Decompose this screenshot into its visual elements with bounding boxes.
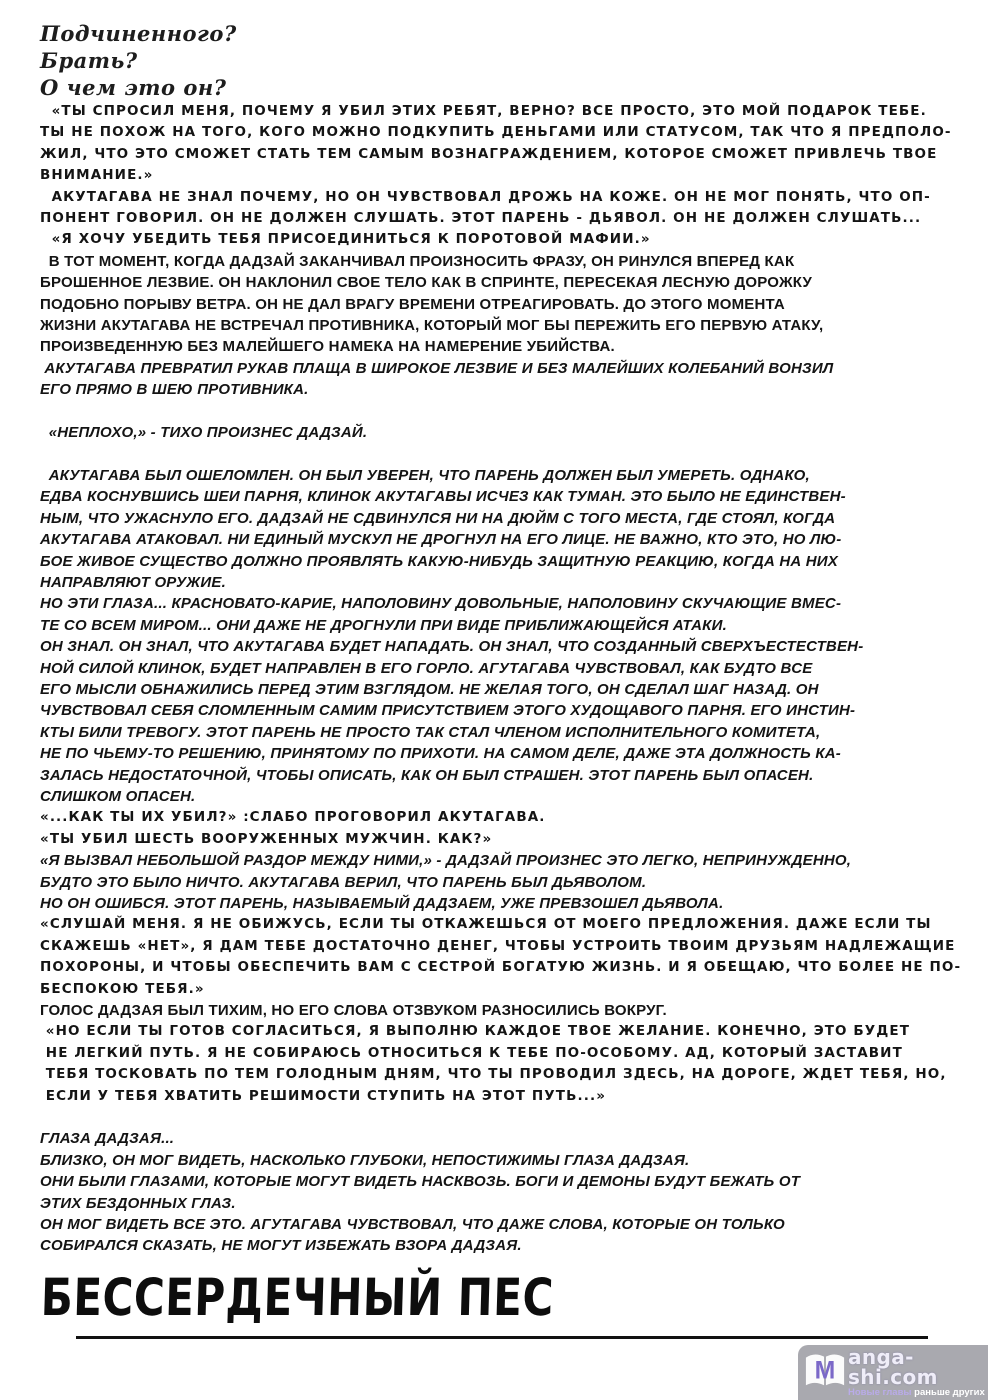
story-line: Брать? [40, 48, 138, 73]
story-line: НО ОН ОШИБСЯ. ЭТОТ ПАРЕНЬ, НАЗЫВАЕМЫЙ ДАДЗАЕМ, УЖЕ ПРЕВЗОШЕЛ ДЬЯВОЛА. [40, 895, 724, 912]
story-line: БУДТО ЭТО БЫЛО НИЧТО. АКУТАГАВА ВЕРИЛ, ЧТО ПАРЕНЬ БЫЛ ДЬЯВОЛОМ. [40, 873, 647, 891]
story-line: ВНИМАНИЕ.» [40, 167, 154, 184]
story-line: СЛИШКОМ ОПАСЕН. [40, 787, 196, 805]
story-line: ТЫ НЕ ПОХОЖ НА ТОГО, КОГО МОЖНО ПОДКУПИТЬ ДЕНЬГАМИ ИЛИ СТАТУСОМ, ТАК ЧТО Я ПРЕДПОЛО- [40, 124, 952, 141]
watermark-site-text: anga-shi.com [848, 1344, 938, 1389]
story-line: ОН МОГ ВИДЕТЬ ВСЕ ЭТО. АГУТАГАВА ЧУВСТВОВАЛ, ЧТО ДАЖЕ СЛОВА, КОТОРЫЕ ОН ТОЛЬКО [40, 1216, 785, 1234]
story-text [40, 20, 966, 1257]
book-logo-icon [804, 1350, 846, 1395]
story-line: ПОНЕНТ ГОВОРИЛ. ОН НЕ ДОЛЖЕН СЛУШАТЬ. ЭТОТ ПАРЕНЬ - ДЬЯВОЛ. ОН НЕ ДОЛЖЕН СЛУШАТЬ... [40, 210, 922, 227]
story-line: «НО ЕСЛИ ТЫ ГОТОВ СОГЛАСИТЬСЯ, Я ВЫПОЛНЮ КАЖДОЕ ТВОЕ ЖЕЛАНИЕ. КОНЕЧНО, ЭТО БУДЕТ [40, 1023, 911, 1040]
story-line: ЭТИХ БЕЗДОННЫХ ГЛАЗ. [40, 1194, 236, 1212]
story-line: ЕГО ПРЯМО В ШЕЮ ПРОТИВНИКА. [40, 381, 309, 399]
story-line: БЕСПОКОЮ ТЕБЯ.» [40, 980, 205, 997]
title-underline [76, 1336, 928, 1339]
chapter-title: БЕССЕРДЕЧНЫЙ ПЕС [40, 1267, 555, 1327]
story-line [40, 401, 966, 422]
story-line: ПОХОРОНЫ, И ЧТОБЫ ОБЕСПЕЧИТЬ ВАМ С СЕСТРОЙ БОГАТУЮ ЖИЗНЬ. И Я ОБЕЩАЮ, ЧТО БОЛЕЕ НЕ ПО- [40, 959, 962, 976]
story-line: ОНИ БЫЛИ ГЛАЗАМИ, КОТОРЫЕ МОГУТ ВИДЕТЬ НАСКВОЗЬ. БОГИ И ДЕМОНЫ БУДУТ БЕЖАТЬ ОТ [40, 1173, 801, 1191]
story-line: СОБИРАЛСЯ СКАЗАТЬ, НЕ МОГУТ ИЗБЕЖАТЬ ВЗОРА ДАДЗАЯ. [40, 1237, 522, 1255]
story-line: ЕГО МЫСЛИ ОБНАЖИЛИСЬ ПЕРЕД ЭТИМ ВЗГЛЯДОМ. НЕ ЖЕЛАЯ ТОГО, ОН СДЕЛАЛ ШАГ НАЗАД. ОН [40, 680, 819, 698]
story-line: ПОДОБНО ПОРЫВУ ВЕТРА. ОН НЕ ДАЛ ВРАГУ ВРЕМЕНИ ОТРЕАГИРОВАТЬ. ДО ЭТОГО МОМЕНТА [40, 295, 785, 313]
story-line: ЗАЛАСЬ НЕДОСТАТОЧНОЙ, ЧТОБЫ ОПИСАТЬ, КАК ОН БЫЛ СТРАШЕН. ЭТОТ ПАРЕНЬ БЫЛ ОПАСЕН. [40, 766, 814, 784]
story-line: ТЕ СО ВСЕМ МИРОМ... ОНИ ДАЖЕ НЕ ДРОГНУЛИ ПРИ ВИДЕ ПРИБЛИЖАЮЩЕЙСЯ АТАКИ. [40, 616, 727, 634]
story-line: «Я ХОЧУ УБЕДИТЬ ТЕБЯ ПРИСОЕДИНИТЬСЯ К ПОРОТОВОЙ МАФИИ.» [40, 231, 651, 248]
story-line: ПРОИЗВЕДЕННУЮ БЕЗ МАЛЕЙШЕГО НАМЕКА НА НАМЕРЕНИЕ УБИЙСТВА. [40, 338, 615, 356]
story-line [40, 1107, 966, 1128]
story-line: АКУТАГАВА ПРЕВРАТИЛ РУКАВ ПЛАЩА В ШИРОКОЕ ЛЕЗВИЕ И БЕЗ МАЛЕЙШИХ КОЛЕБАНИЙ ВОНЗИЛ [40, 359, 834, 377]
story-line: СКАЖЕШЬ «НЕТ», Я ДАМ ТЕБЕ ДОСТАТОЧНО ДЕНЕГ, ЧТОБЫ УСТРОИТЬ ТВОИМ ДРУЗЬЯМ НАДЛЕЖАЩИЕ [40, 937, 956, 954]
story-line: НЕ ЛЕГКИЙ ПУТЬ. Я НЕ СОБИРАЮСЬ ОТНОСИТЬСЯ К ТЕБЕ ПО-ОСОБОМУ. АД, КОТОРЫЙ ЗАСТАВИТ [40, 1044, 903, 1061]
watermark-badge [798, 1345, 988, 1400]
story-line: ЖИЗНИ АКУТАГАВА НЕ ВСТРЕЧАЛ ПРОТИВНИКА, КОТОРЫЙ МОГ БЫ ПЕРЕЖИТЬ ЕГО ПЕРВУЮ АТАКУ, [40, 317, 824, 335]
story-line: Подчиненного? [40, 21, 237, 46]
story-line: АКУТАГАВА НЕ ЗНАЛ ПОЧЕМУ, НО ОН ЧУВСТВОВАЛ ДРОЖЬ НА КОЖЕ. ОН НЕ МОГ ПОНЯТЬ, ЧТО ОП- [40, 188, 931, 205]
story-line: ЖИЛ, ЧТО ЭТО СМОЖЕТ СТАТЬ ТЕМ САМЫМ ВОЗНАГРАЖДЕНИЕМ, КОТОРОЕ СМОЖЕТ ПРИВЛЕЧЬ ТВОЕ [40, 145, 938, 162]
watermark-tagline-left: Новые главы [848, 1386, 915, 1398]
watermark-tagline-right: раньше других [914, 1386, 985, 1398]
story-line: НАПРАВЛЯЮТ ОРУЖИЕ. [40, 573, 226, 591]
story-line [40, 443, 966, 464]
watermark-tagline [848, 1387, 988, 1399]
story-line: КТЫ БИЛИ ТРЕВОГУ. ЭТОТ ПАРЕНЬ НЕ ПРОСТО ТАК СТАЛ ЧЛЕНОМ ИСПОЛНИТЕЛЬНОГО КОМИТЕТА, [40, 723, 821, 741]
story-line: НО ЭТИ ГЛАЗА... КРАСНОВАТО-КАРИЕ, НАПОЛОВИНУ ДОВОЛЬНЫЕ, НАПОЛОВИНУ СКУЧАЮЩИЕ ВМЕС- [40, 595, 842, 613]
story-line: «Я ВЫЗВАЛ НЕБОЛЬШОЙ РАЗДОР МЕЖДУ НИМИ,» - ДАДЗАЙ ПРОИЗНЕС ЭТО ЛЕГКО, НЕПРИНУЖДЕННО, [40, 852, 852, 870]
story-line: ТЕБЯ ТОСКОВАТЬ ПО ТЕМ ГОЛОДНЫМ ДНЯМ, ЧТО ТЫ ПРОВОДИЛ ЗДЕСЬ, НА ДОРОГЕ, ЖДЕТ ТЕБЯ, НО, [40, 1066, 947, 1083]
story-line: БЛИЗКО, ОН МОГ ВИДЕТЬ, НАСКОЛЬКО ГЛУБОКИ, НЕПОСТИЖИМЫ ГЛАЗА ДАДЗАЯ. [40, 1151, 690, 1169]
story-line: ЕДВА КОСНУВШИСЬ ШЕИ ПАРНЯ, КЛИНОК АКУТАГАВЫ ИСЧЕЗ КАК ТУМАН. ЭТО БЫЛО НЕ ЕДИНСТВЕН- [40, 488, 846, 506]
story-line: НЫМ, ЧТО УЖАСНУЛО ЕГО. ДАДЗАЙ НЕ СДВИНУЛСЯ НИ НА ДЮЙМ С ТОГО МЕСТА, ГДЕ СТОЯЛ, КОГДА [40, 509, 836, 527]
story-line: ОН ЗНАЛ. ОН ЗНАЛ, ЧТО АКУТАГАВА БУДЕТ НАПАДАТЬ. ОН ЗНАЛ, ЧТО СОЗДАННЫЙ СВЕРХЪЕСТЕСТВЕН- [40, 638, 864, 656]
logo-letter: M [814, 1357, 836, 1385]
story-line: «ТЫ СПРОСИЛ МЕНЯ, ПОЧЕМУ Я УБИЛ ЭТИХ РЕБЯТ, ВЕРНО? ВСЕ ПРОСТО, ЭТО МОЙ ПОДАРОК ТЕБЕ. [40, 103, 927, 119]
story-line: В ТОТ МОМЕНТ, КОГДА ДАДЗАЙ ЗАКАНЧИВАЛ ПРОИЗНОСИТЬ ФРАЗУ, ОН РИНУЛСЯ ВПЕРЕД КАК [40, 252, 795, 270]
story-line: НОЙ СИЛОЙ КЛИНОК, БУДЕТ НАПРАВЛЕН В ЕГО ГОРЛО. АГУТАГАВА ЧУВСТВОВАЛ, КАК БУДТО ВСЕ [40, 659, 813, 677]
story-line: ЧУВСТВОВАЛ СЕБЯ СЛОМЛЕННЫМ САМИМ ПРИСУТСТВИЕМ ЭТОГО ХУДОЩАВОГО ПАРНЯ. ЕГО ИНСТИН- [40, 702, 856, 720]
story-line: БРОШЕННОЕ ЛЕЗВИЕ. ОН НАКЛОНИЛ СВОЕ ТЕЛО КАК В СПРИНТЕ, ПЕРЕСЕКАЯ ЛЕСНУЮ ДОРОЖКУ [40, 274, 812, 292]
story-line: «НЕПЛОХО,» - ТИХО ПРОИЗНЕС ДАДЗАЙ. [40, 424, 368, 442]
story-line: «...КАК ТЫ ИХ УБИЛ?» :СЛАБО ПРОГОВОРИЛ АКУТАГАВА. [40, 809, 546, 826]
story-line: НЕ ПО ЧЬЕМУ-ТО РЕШЕНИЮ, ПРИНЯТОМУ ПО ПРИХОТИ. НА САМОМ ДЕЛЕ, ДАЖЕ ЭТА ДОЛЖНОСТЬ КА- [40, 745, 841, 763]
story-line: О чем это он? [40, 75, 227, 100]
story-line: ЕСЛИ У ТЕБЯ ХВАТИТЬ РЕШИМОСТИ СТУПИТЬ НА ЭТОТ ПУТЬ...» [40, 1087, 607, 1104]
story-line: «СЛУШАЙ МЕНЯ. Я НЕ ОБИЖУСЬ, ЕСЛИ ТЫ ОТКАЖЕШЬСЯ ОТ МОЕГО ПРЕДЛОЖЕНИЯ. ДАЖЕ ЕСЛИ ТЫ [40, 916, 932, 933]
story-line: АКУТАГАВА БЫЛ ОШЕЛОМЛЕН. ОН БЫЛ УВЕРЕН, ЧТО ПАРЕНЬ ДОЛЖЕН БЫЛ УМЕРЕТЬ. ОДНАКО, [40, 466, 810, 484]
story-line: ГОЛОС ДАДЗАЯ БЫЛ ТИХИМ, НО ЕГО СЛОВА ОТЗВУКОМ РАЗНОСИЛИСЬ ВОКРУГ. [40, 1002, 667, 1020]
story-line: «ТЫ УБИЛ ШЕСТЬ ВООРУЖЕННЫХ МУЖЧИН. КАК?» [40, 830, 493, 847]
story-line: БОЕ ЖИВОЕ СУЩЕСТВО ДОЛЖНО ПРОЯВЛЯТЬ КАКУЮ-НИБУДЬ ЗАЩИТНУЮ РЕАКЦИЮ, КОГДА НА НИХ [40, 552, 839, 570]
story-line: АКУТАГАВА АТАКОВАЛ. НИ ЕДИНЫЙ МУСКУЛ НЕ ДРОГНУЛ НА ЕГО ЛИЦЕ. НЕ ВАЖНО, КТО ЭТО, НО ЛЮ- [40, 531, 842, 549]
story-line: ГЛАЗА ДАДЗАЯ... [40, 1130, 175, 1148]
